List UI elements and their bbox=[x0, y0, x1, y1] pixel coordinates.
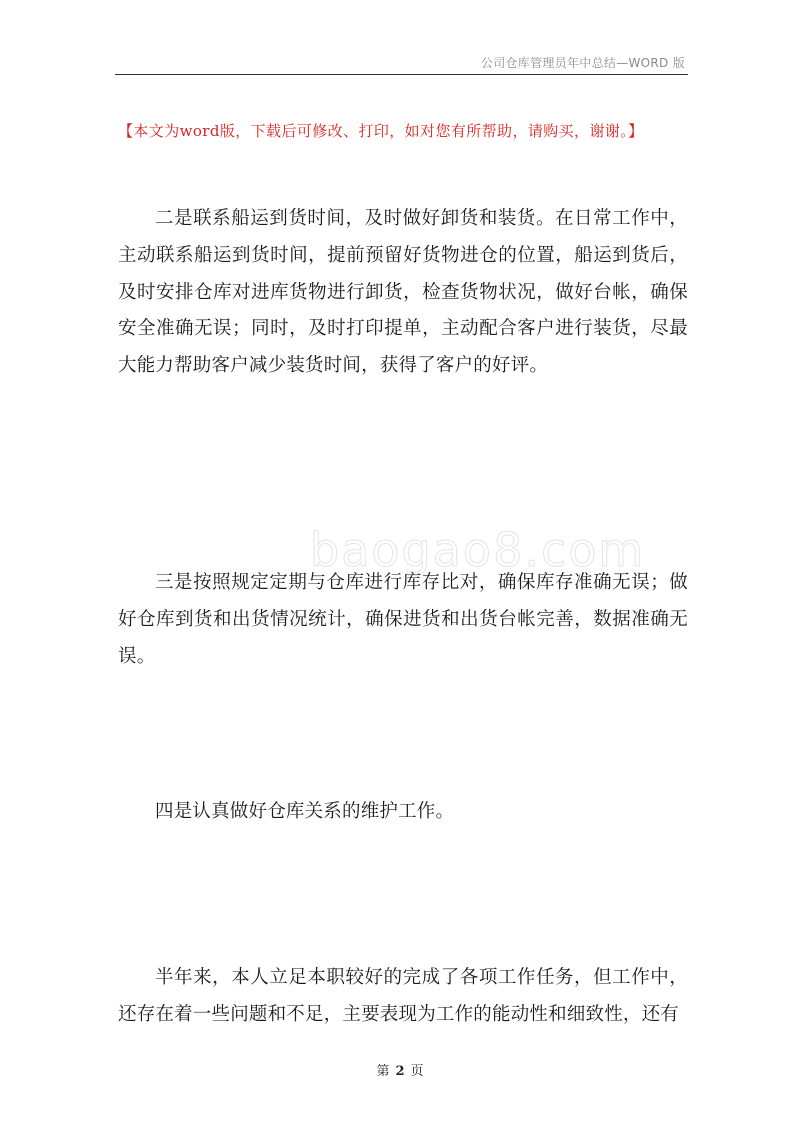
paragraph-summary: 半年来，本人立足本职较好的完成了各项工作任务，但工作中，还存在着一些问题和不足，主要表现为工作的能动性和细致性，还有 bbox=[118, 967, 688, 1025]
page-number: 2 bbox=[395, 1064, 405, 1079]
watermark: baogao8.com bbox=[310, 523, 646, 577]
footer-suffix: 页 bbox=[410, 1064, 424, 1079]
paragraph-3: 三是按照规定定期与仓库进行库存比对，确保库存准确无误；做好仓库到货和出货情况统计，确保进货和出货台帐完善，数据准确无误。 bbox=[118, 572, 688, 667]
page-footer bbox=[0, 1060, 800, 1079]
running-header: 公司仓库管理员年中总结—WORD 版 bbox=[480, 56, 685, 70]
paragraph-4: 四是认真做好仓库关系的维护工作。 bbox=[155, 801, 455, 822]
footer-prefix: 第 bbox=[376, 1064, 390, 1079]
paragraph-2: 二是联系船运到货时间，及时做好卸货和装货。在日常工作中，主动联系船运到货时间，提前预留好货物进仓的位置，船运到货后，及时安排仓库对进库货物进行卸货，检查货物状况，做好台帐，确保安全准确无误；同时，及时打印提单，主动配合客户进行装货，尽最大能力帮助客户减少装货时间，获得了客户的好评。 bbox=[118, 208, 688, 377]
header-divider bbox=[115, 74, 688, 75]
download-notice: 【本文为word版，下载后可修改、打印，如对您有所帮助，请购买，谢谢。】 bbox=[118, 122, 644, 140]
